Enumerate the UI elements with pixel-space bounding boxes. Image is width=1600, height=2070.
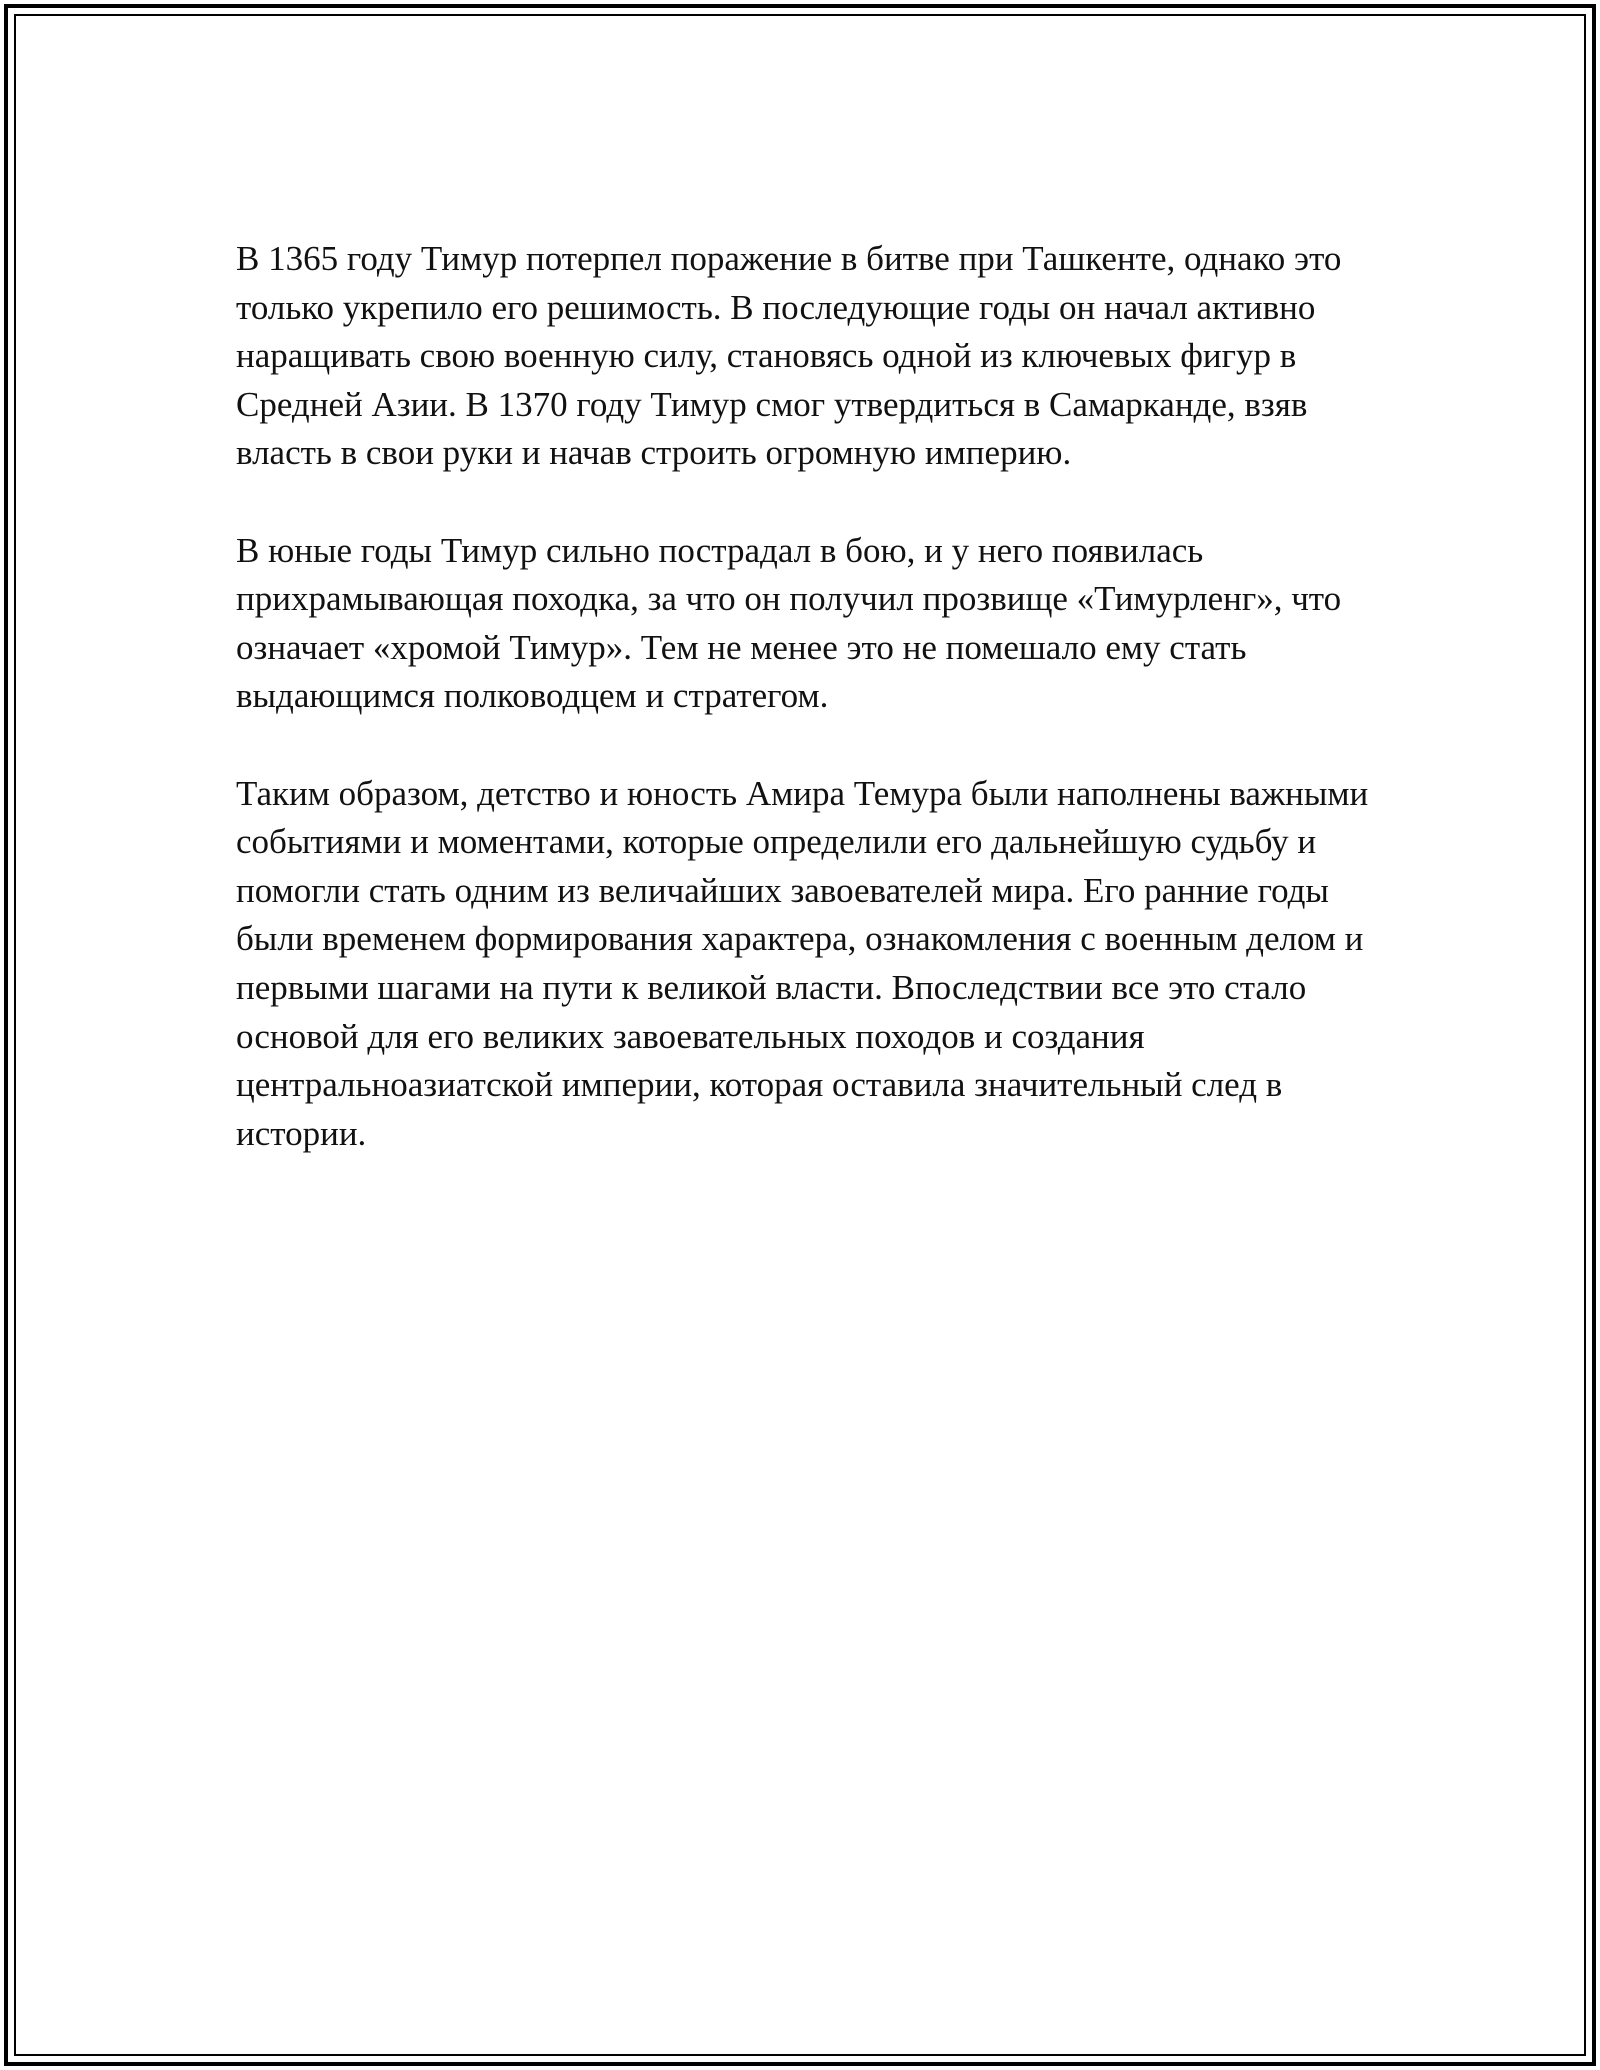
paragraph-1: В 1365 году Тимур потерпел поражение в битве при Ташкенте, однако это только укрепило его решимость. В последующие годы он начал активно наращивать свою военную силу, становясь одной из ключевых фигур в Средней Азии. В 1370 году Тимур смог утвердиться в Самарканде, взяв власть в свои руки и начав строить огромную империю. [236,239,1342,473]
document-body [236,235,1376,1207]
paragraph-3: Таким образом, детство и юность Амира Темура были наполнены важными событиями и моментами, которые определили его дальнейшую судьбу и помогли стать одним из величайших завоевателей мира. Его ранние годы были временем формирования характера, ознакомления с военным делом и первыми шагами на пути к великой власти. Впоследствии все это стало основой для его великих завоевательных походов и создания центральноазиатской империи, которая оставила значительный след в истории. [236,773,1369,1153]
paragraph-2: В юные годы Тимур сильно пострадал в бою, и у него появилась прихрамывающая походка, за что он получил прозвище «Тимурленг», что означает «хромой Тимур». Тем не менее это не помешало ему стать выдающимся полководцем и стратегом. [236,530,1342,716]
